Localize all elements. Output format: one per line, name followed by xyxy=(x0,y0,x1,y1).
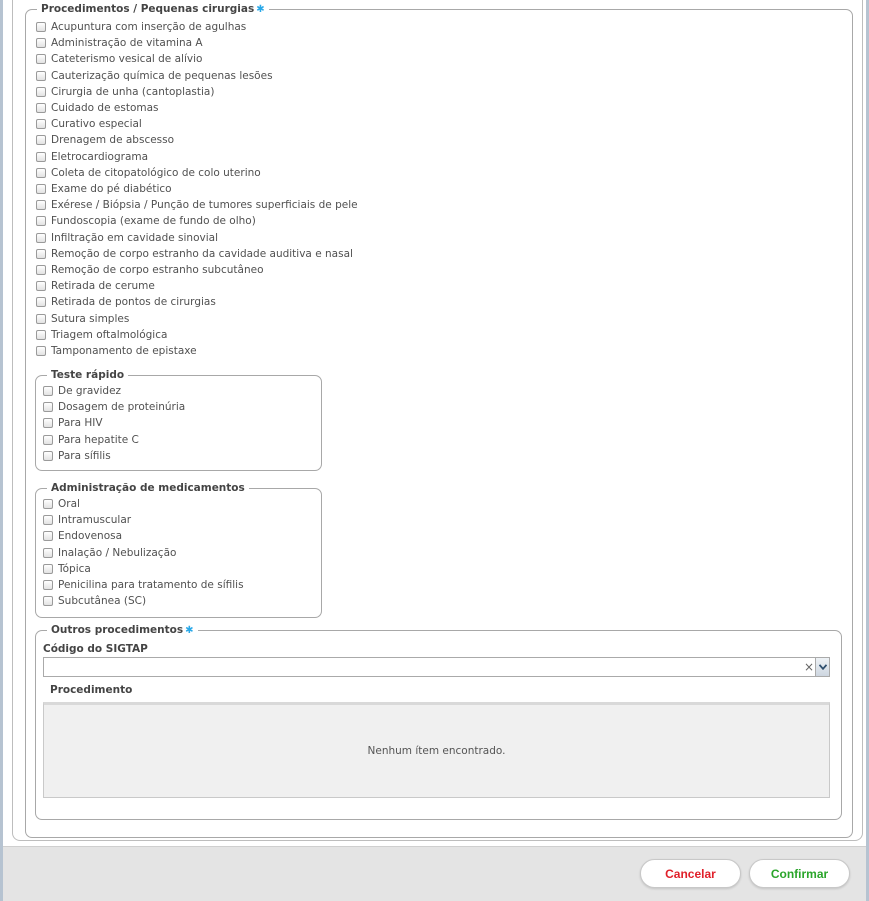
checkbox-label: Inalação / Nebulização xyxy=(58,546,177,559)
checkbox[interactable] xyxy=(43,564,53,574)
checkbox-item[interactable] xyxy=(43,399,185,415)
checkbox-item[interactable] xyxy=(36,262,264,278)
checkbox-label: Cuidado de estomas xyxy=(51,102,159,114)
procedure-grid xyxy=(43,702,830,798)
checkbox-item[interactable] xyxy=(36,149,148,165)
checkbox-label: Coleta de citopatológico de colo uterino xyxy=(51,166,261,179)
checkbox-label: Exame do pé diabético xyxy=(51,183,172,195)
cancel-button[interactable] xyxy=(640,859,741,888)
checkbox-item[interactable] xyxy=(36,100,159,116)
checkbox-label: Tópica xyxy=(58,562,91,575)
checkbox-label: De gravidez xyxy=(58,385,122,397)
checkbox-item[interactable] xyxy=(36,343,197,359)
checkbox[interactable] xyxy=(43,386,53,396)
checkbox-label: Cirurgia de unha (cantoplastia) xyxy=(51,85,215,98)
checkbox[interactable] xyxy=(36,297,46,307)
checkbox[interactable] xyxy=(36,54,46,64)
checkbox[interactable] xyxy=(36,346,46,356)
procedure-column-header: Procedimento xyxy=(50,684,133,696)
procedures-legend xyxy=(37,3,269,16)
checkbox[interactable] xyxy=(36,71,46,81)
confirm-button[interactable] xyxy=(749,859,850,888)
checkbox-label: Acupuntura com inserção de agulhas xyxy=(51,21,247,33)
checkbox-item[interactable] xyxy=(36,51,202,67)
checkbox-label: Tamponamento de epistaxe xyxy=(51,345,197,357)
checkbox-item[interactable] xyxy=(36,84,214,100)
checkbox-item[interactable] xyxy=(36,327,167,343)
checkbox-item[interactable] xyxy=(43,448,111,464)
checkbox[interactable] xyxy=(36,265,46,275)
required-asterisk-icon: ✱ xyxy=(185,625,194,636)
checkbox-item[interactable] xyxy=(43,545,176,561)
required-asterisk-icon: ✱ xyxy=(256,4,265,15)
checkbox-label: Endovenosa xyxy=(58,530,123,543)
other-procedures-legend xyxy=(47,624,198,637)
confirm-button-label: Confirmar xyxy=(770,866,829,881)
checkbox-item[interactable] xyxy=(36,132,174,148)
checkbox-item[interactable] xyxy=(43,512,131,528)
checkbox[interactable] xyxy=(36,314,46,324)
checkbox-label: Oral xyxy=(58,498,80,510)
checkbox[interactable] xyxy=(36,216,46,226)
checkbox[interactable] xyxy=(43,515,53,525)
checkbox-label: Drenagem de abscesso xyxy=(51,134,175,147)
checkbox[interactable] xyxy=(36,200,46,210)
checkbox-item[interactable] xyxy=(36,197,358,213)
checkbox-label: Intramuscular xyxy=(58,514,132,527)
checkbox-item[interactable] xyxy=(36,246,353,262)
checkbox-label: Eletrocardiograma xyxy=(51,150,149,163)
empty-grid-message: Nenhum ítem encontrado. xyxy=(367,745,506,757)
checkbox[interactable] xyxy=(36,38,46,48)
checkbox-label: Cauterização química de pequenas lesões xyxy=(51,69,273,82)
checkbox[interactable] xyxy=(36,119,46,129)
checkbox-label: Penicilina para tratamento de sífilis xyxy=(58,579,244,591)
checkbox[interactable] xyxy=(36,152,46,162)
sigtap-input[interactable] xyxy=(44,658,784,676)
checkbox-label: Infiltração em cavidade sinovial xyxy=(51,231,218,244)
chevron-down-icon xyxy=(819,664,827,670)
checkbox[interactable] xyxy=(36,87,46,97)
checkbox[interactable] xyxy=(36,330,46,340)
checkbox[interactable] xyxy=(36,135,46,145)
checkbox-label: Para sífilis xyxy=(58,449,111,462)
checkbox[interactable] xyxy=(36,249,46,259)
checkbox[interactable] xyxy=(43,580,53,590)
sigtap-combobox[interactable] xyxy=(43,657,830,677)
clear-icon[interactable]: × xyxy=(803,660,814,674)
checkbox-item[interactable] xyxy=(36,165,261,181)
checkbox-label: Fundoscopia (exame de fundo de olho) xyxy=(51,215,256,228)
checkbox-label: Para HIV xyxy=(58,417,103,430)
checkbox[interactable] xyxy=(36,22,46,32)
checkbox-item[interactable] xyxy=(36,181,172,197)
checkbox-label: Exérese / Biópsia / Punção de tumores superficiais de pele xyxy=(51,199,358,212)
checkbox[interactable] xyxy=(43,451,53,461)
checkbox-item[interactable] xyxy=(43,561,91,577)
checkbox[interactable] xyxy=(36,184,46,194)
checkbox-label: Curativo especial xyxy=(51,118,142,131)
checkbox-item[interactable] xyxy=(36,116,142,132)
checkbox-item[interactable] xyxy=(36,294,216,310)
procedures-legend-text: Procedimentos / Pequenas cirurgias xyxy=(41,3,255,15)
checkbox-item[interactable] xyxy=(36,19,246,35)
checkbox-item[interactable] xyxy=(36,278,155,294)
checkbox[interactable] xyxy=(43,435,53,445)
checkbox-item[interactable] xyxy=(43,383,121,399)
dialog-footer xyxy=(3,846,866,901)
checkbox[interactable] xyxy=(36,233,46,243)
checkbox[interactable] xyxy=(43,418,53,428)
checkbox-item[interactable] xyxy=(36,68,273,84)
cancel-button-label: Cancelar xyxy=(665,866,716,881)
checkbox[interactable] xyxy=(36,168,46,178)
checkbox-item[interactable] xyxy=(36,35,203,51)
checkbox-item[interactable] xyxy=(43,528,122,544)
checkbox-item[interactable] xyxy=(43,577,244,593)
checkbox-item[interactable] xyxy=(43,415,103,431)
checkbox-label: Dosagem de proteinúria xyxy=(58,401,186,414)
checkbox[interactable] xyxy=(43,596,53,606)
checkbox-item[interactable] xyxy=(36,213,256,229)
checkbox-item[interactable] xyxy=(36,311,129,327)
checkbox-label: Para hepatite C xyxy=(58,433,139,446)
checkbox[interactable] xyxy=(43,548,53,558)
medication-legend: Administração de medicamentos xyxy=(47,482,249,495)
checkbox[interactable] xyxy=(36,103,46,113)
dropdown-trigger[interactable] xyxy=(815,658,829,676)
checkbox[interactable] xyxy=(36,281,46,291)
checkbox-label: Cateterismo vesical de alívio xyxy=(51,53,203,66)
sigtap-label: Código do SIGTAP xyxy=(43,643,148,655)
checkbox-label: Retirada de pontos de cirurgias xyxy=(51,296,216,309)
checkbox-label: Administração de vitamina A xyxy=(51,37,203,50)
checkbox-label: Sutura simples xyxy=(51,312,130,325)
checkbox-item[interactable] xyxy=(43,593,146,609)
rapid-test-legend: Teste rápido xyxy=(47,369,128,382)
checkbox-item[interactable] xyxy=(36,230,218,246)
checkbox[interactable] xyxy=(43,499,53,509)
checkbox-label: Remoção de corpo estranho subcutâneo xyxy=(51,264,264,276)
checkbox-item[interactable] xyxy=(43,496,80,512)
checkbox-label: Subcutânea (SC) xyxy=(58,595,147,608)
checkbox-label: Triagem oftalmológica xyxy=(51,328,168,341)
checkbox-label: Retirada de cerume xyxy=(51,280,155,293)
other-procedures-legend-text: Outros procedimentos xyxy=(51,624,184,636)
checkbox-label: Remoção de corpo estranho da cavidade auditiva e nasal xyxy=(51,247,353,260)
checkbox[interactable] xyxy=(43,402,53,412)
checkbox[interactable] xyxy=(43,531,53,541)
checkbox-item[interactable] xyxy=(43,432,139,448)
